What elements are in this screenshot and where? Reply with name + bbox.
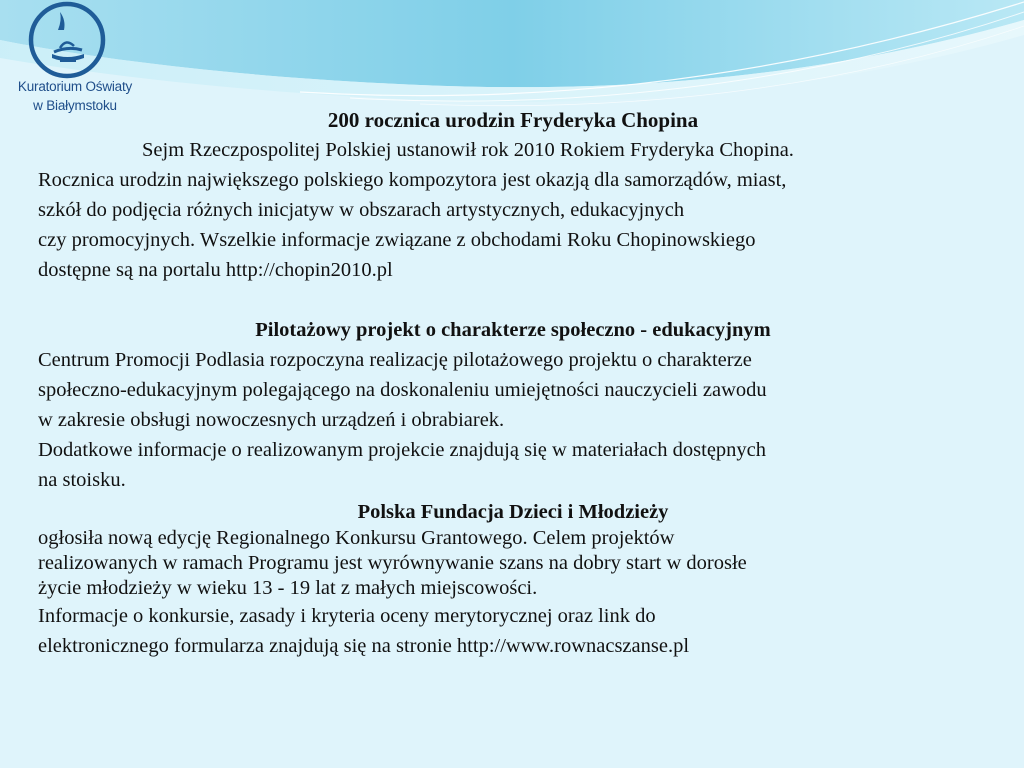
fundacja-line-4: Informacje o konkursie, zasady i kryteria oceny merytorycznej oraz link do	[38, 605, 656, 627]
chopin-line-5: dostępne są na portalu http://chopin2010.pl	[38, 259, 393, 281]
pilot-line-3: w zakresie obsługi nowoczesnych urządzeń i obrabiarek.	[38, 409, 505, 431]
chopin-line-1: Sejm Rzeczpospolitej Polskiej ustanowił rok 2010 Rokiem Fryderyka Chopina.	[142, 139, 794, 161]
chopin-line-3: szkół do podjęcia różnych inicjatyw w obszarach artystycznych, edukacyjnych	[38, 199, 685, 221]
chopin-line-4: czy promocyjnych. Wszelkie informacje związane z obchodami Roku Chopinowskiego	[38, 229, 756, 251]
pilot-line-5: na stoisku.	[38, 469, 126, 491]
pilot-line-1: Centrum Promocji Podlasia rozpoczyna realizację pilotażowego projektu o charakterze	[38, 349, 752, 371]
logo-title: Kuratorium Oświaty	[17, 79, 133, 94]
logo-subtitle: w Białymstoku	[33, 98, 117, 113]
section-spacer	[38, 285, 988, 315]
pilot-line-2: społeczno-edukacyjnym polegającego na doskonaleniu umiejętności nauczycieli zawodu	[38, 379, 767, 401]
fundacja-line-2: realizowanych w ramach Programu jest wyrównywanie szans na dobry start w dorosłe	[38, 552, 747, 574]
fundacja-line-1: ogłosiła nową edycję Regionalnego Konkursu Grantowego. Celem projektów	[38, 527, 675, 549]
pilot-heading: Pilotażowy projekt o charakterze społeczno - edukacyjnym	[255, 319, 771, 341]
pilot-line-4: Dodatkowe informacje o realizowanym projekcie znajdują się w materiałach dostępnych	[38, 439, 767, 461]
fundacja-line-3: życie młodzieży w wieku 13 - 19 lat z małych miejscowości.	[38, 577, 538, 599]
fundacja-line-5: elektronicznego formularza znajdują się na stronie http://www.rownacszanse.pl	[38, 635, 690, 657]
chopin-heading: 200 rocznica urodzin Fryderyka Chopina	[327, 108, 699, 132]
slide-content	[38, 105, 988, 661]
lamp-of-knowledge-icon	[0, 0, 150, 80]
chopin-line-2: Rocznica urodzin największego polskiego kompozytora jest okazją dla samorządów, miast,	[38, 169, 787, 191]
fundacja-heading: Polska Fundacja Dzieci i Młodzieży	[357, 501, 669, 523]
